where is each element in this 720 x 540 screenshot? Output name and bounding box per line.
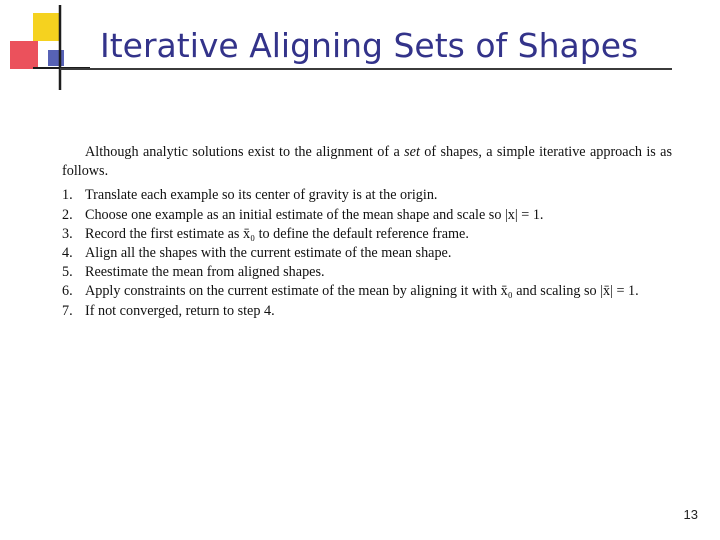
step-text: Record the first estimate as x̄₀ to define the default reference frame. [85, 225, 469, 242]
step-text: Translate each example so its center of gravity is at the origin. [85, 187, 438, 204]
step-item [62, 206, 672, 225]
step-text: Apply constraints on the current estimate of the mean by aligning it with x̄₀ and scaling so |x̄| = 1. [85, 283, 639, 300]
step-text: Align all the shapes with the current estimate of the mean shape. [85, 245, 452, 262]
slide-body [62, 143, 672, 321]
slide-title: Iterative Aligning Sets of Shapes [100, 26, 639, 65]
logo-blue-square [48, 50, 64, 66]
corner-squares-logo-icon [0, 0, 90, 92]
step-item [62, 244, 672, 263]
step-item [62, 263, 672, 282]
step-number: 7. [62, 302, 73, 319]
step-item [62, 282, 672, 301]
step-number: 1. [62, 187, 73, 204]
step-item [62, 186, 672, 205]
intro-after-italic: of shapes, a simple iterative approach is as follows. [62, 144, 672, 180]
step-number: 5. [62, 264, 73, 281]
intro-italic-set: set [404, 144, 420, 160]
logo-yellow-square [33, 13, 61, 41]
step-item [62, 302, 672, 321]
step-number: 2. [62, 206, 73, 223]
step-text: If not converged, return to step 4. [85, 302, 275, 319]
step-text: Reestimate the mean from aligned shapes. [85, 264, 325, 281]
title-underline [60, 68, 672, 70]
intro-before-italic: Although analytic solutions exist to the alignment of a [85, 144, 405, 160]
step-number: 6. [62, 283, 73, 300]
steps-list [62, 186, 672, 320]
step-item [62, 225, 672, 244]
page-number: 13 [683, 507, 698, 522]
step-number: 4. [62, 245, 73, 262]
step-text: Choose one example as an initial estimate of the mean shape and scale so |x| = 1. [85, 206, 544, 223]
step-number: 3. [62, 225, 73, 242]
intro-paragraph [62, 143, 672, 181]
logo-red-square [10, 41, 38, 69]
